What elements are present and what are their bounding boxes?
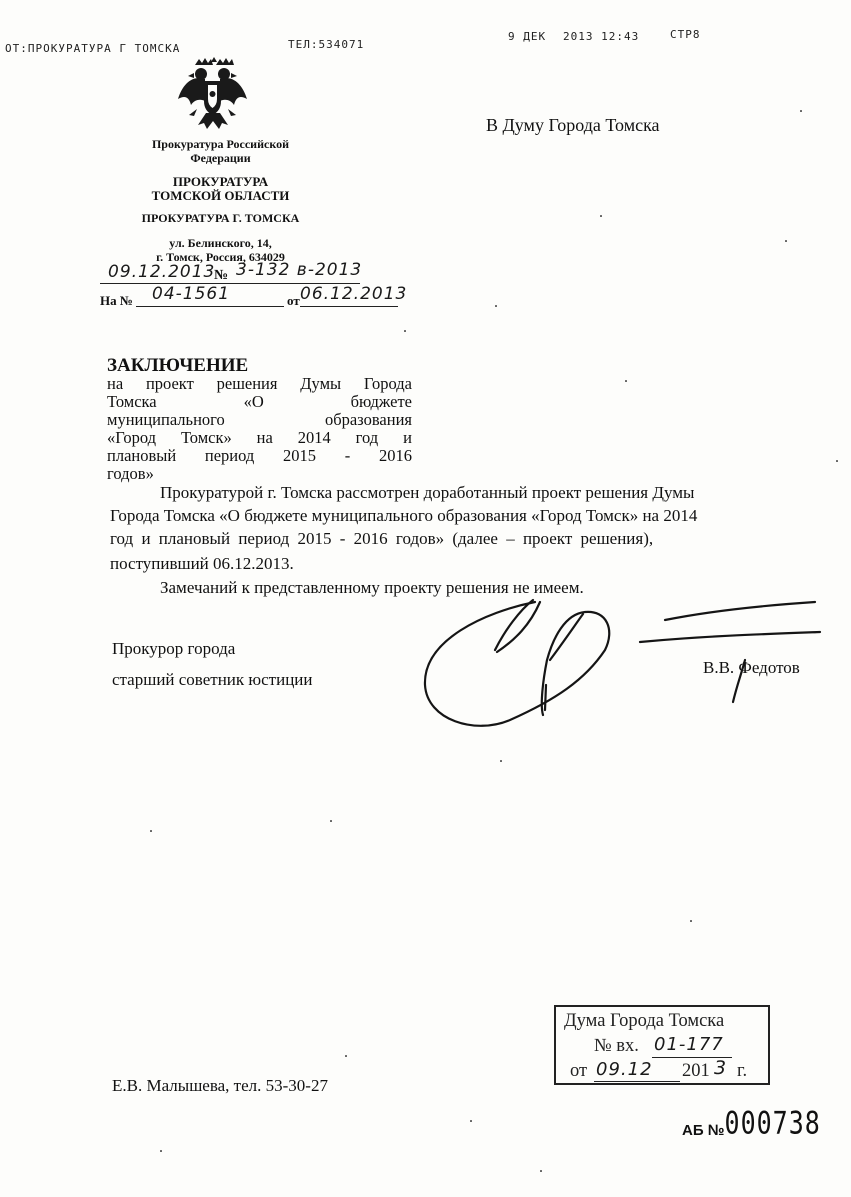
title-line-6: годов» <box>107 464 154 483</box>
executor-contact: Е.В. Малышева, тел. 53-30-27 <box>112 1076 328 1095</box>
sender-address-city: г. Томск, Россия, 634029 <box>156 250 285 264</box>
recipient: В Думу Города Томска <box>486 115 660 135</box>
fax-phone: ТЕЛ:534071 <box>288 38 365 51</box>
stamp-year-prefix: 201 <box>682 1061 710 1081</box>
fax-sender-id: ОТ:ПРОКУРАТУРА Г ТОМСКА <box>5 42 181 55</box>
stamp-year-digit: 3 <box>714 1057 728 1079</box>
reference-date: 06.12.2013 <box>300 284 408 304</box>
title-line-1: на проект решения Думы Города <box>107 374 412 393</box>
stamp-number-label: № вх. <box>594 1036 639 1056</box>
title-line-4: «Город Томск» на 2014 год и <box>107 428 412 447</box>
signer-name: В.В. Федотов <box>703 658 800 677</box>
body-line-4: поступивший 06.12.2013. <box>110 554 294 573</box>
signer-position-2: старший советник юстиции <box>112 670 313 689</box>
body-paragraph-2: Замечаний к представленному проекту решения не имеем. <box>160 578 584 597</box>
form-number <box>682 1104 821 1141</box>
stamp-date-value: 09.12 <box>596 1059 653 1080</box>
signer-position-1: Прокурор города <box>112 639 236 658</box>
reference-label: На № <box>100 293 133 308</box>
sender-org-line-2: Федерации <box>190 151 251 165</box>
fax-page: СТР8 <box>670 28 701 41</box>
reference-number: 04-1561 <box>152 284 231 304</box>
registration-stamp <box>554 1005 770 1085</box>
reference-from-label: от <box>287 293 300 308</box>
stamp-date-prefix: от <box>570 1061 588 1081</box>
stamp-year-suffix: г. <box>737 1061 748 1081</box>
sender-org-line-3: ПРОКУРАТУРА <box>172 174 269 189</box>
form-serial-number: 000738 <box>724 1104 821 1141</box>
body-line-2: Города Томска «О бюджете муниципального образования «Город Томск» на 2014 <box>110 506 698 525</box>
title-line-5: плановый период 2015 - 2016 <box>107 446 412 465</box>
body-line-1: Прокуратурой г. Томска рассмотрен доработанный проект решения Думы <box>160 483 695 502</box>
body-line-3: год и плановый период 2015 - 2016 годов» (далее – проект решения), <box>110 529 654 548</box>
outgoing-number: 3-132 в-2013 <box>236 260 363 280</box>
document-title-block <box>107 357 412 483</box>
fax-date: 9 ДЕК <box>508 30 547 43</box>
outgoing-number-sign: № <box>214 268 229 283</box>
sender-address-street: ул. Белинского, 14, <box>169 236 272 250</box>
title-line-3: муниципального образования <box>107 410 412 429</box>
stamp-number-value: 01-177 <box>654 1034 724 1055</box>
outgoing-date: 09.12.2013 <box>108 262 216 282</box>
document-heading: ЗАКЛЮЧЕНИЕ <box>107 355 249 376</box>
sender-org-line-5: ПРОКУРАТУРА Г. ТОМСКА <box>141 211 300 225</box>
stamp-org-name: Дума Города Томска <box>564 1011 725 1031</box>
fax-time: 2013 12:43 <box>563 30 640 43</box>
sender-org-line-1: Прокуратура Российской <box>151 137 290 151</box>
coat-of-arms-emblem-icon <box>175 55 250 135</box>
title-line-2: Томска «О бюджете <box>107 392 412 411</box>
handwritten-signature-icon <box>415 590 835 740</box>
form-series: АБ № <box>682 1122 725 1139</box>
sender-org-line-4: ТОМСКОЙ ОБЛАСТИ <box>151 188 290 203</box>
